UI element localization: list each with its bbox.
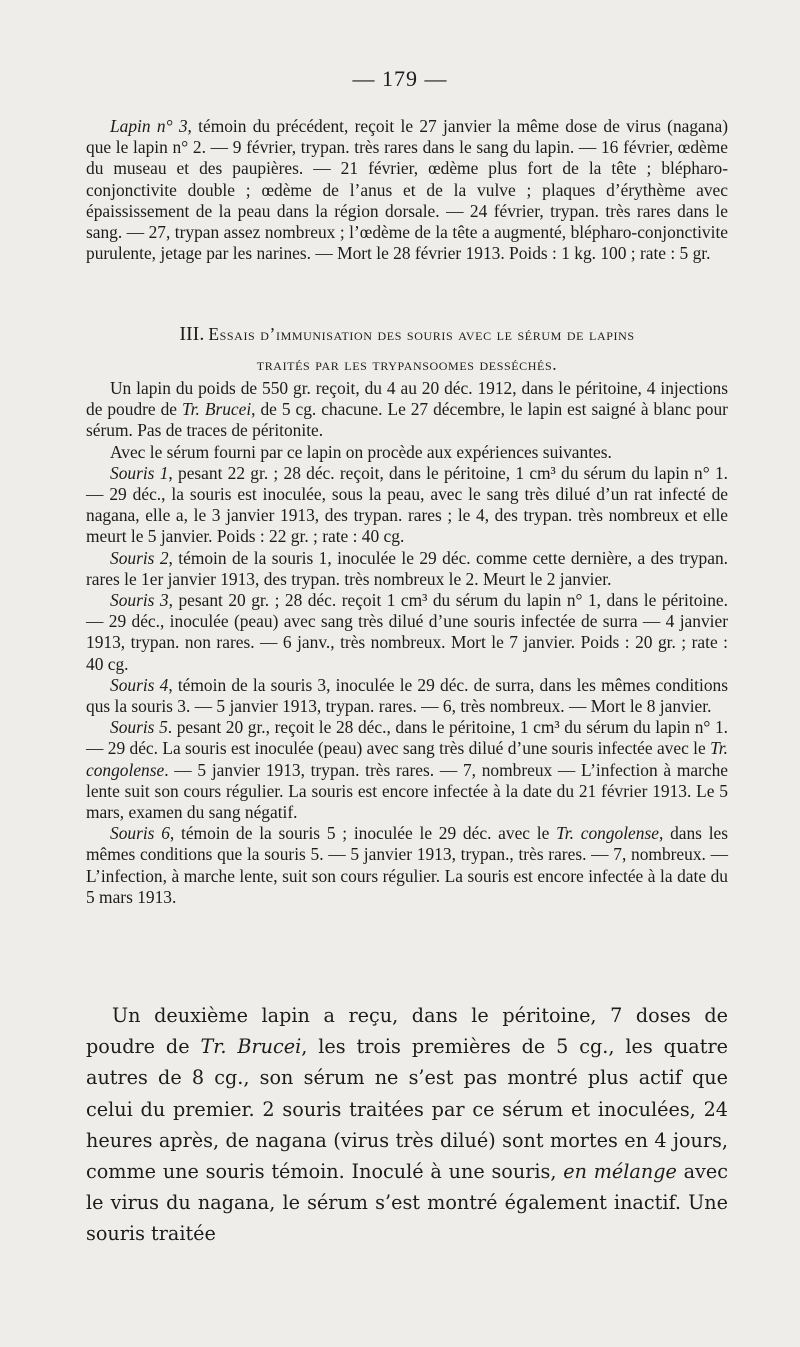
souris-3-label: Souris 3 (110, 590, 169, 611)
page-number: — 179 — (352, 66, 448, 91)
section-title-line2: traités par les trypansoomes desséchés. (256, 354, 558, 374)
souris-2-paragraph (86, 548, 728, 590)
large-text-1: Un deuxième lapin a reçu, dans le péritoine, 7 doses de poudre de (86, 1004, 728, 1059)
souris-5-text-1: . pesant 20 gr., reçoit le 28 déc., dans le péritoine, 1 cm³ du sérum du lapin n° 1. — 29 déc. La souris est inoculée (peau) avec sang très dilué d’une souris infectée avec le (86, 717, 728, 759)
second-rabbit-block (86, 1000, 728, 1250)
section-heading-line1 (86, 320, 728, 350)
serum-paragraph: Avec le sérum fourni par ce lapin on procède aux expériences suivantes. (110, 441, 612, 462)
souris-6-text-1: , témoin de la souris 5 ; inoculée le 29 déc. avec le (169, 823, 557, 844)
intro-text-2: , de 5 cg. chacune. Le 27 décembre, le lapin est saigné à blanc pour sérum. Pas de traces de péritonite. (86, 399, 728, 441)
large-species: Tr. Brucei (200, 1035, 302, 1059)
souris-3-text: , pesant 20 gr. ; 28 déc. reçoit 1 cm³ du sérum du lapin n° 1, dans le péritoine. — 29 déc., inoculée (peau) avec sang très dilué d’une souris infectée de surra — 4 janvier 1913, trypan. non rares. — 6 janv., très nombreux. Mort le 7 janvier. Poids : 20 gr. ; rate : 40 cg. (86, 590, 728, 674)
souris-1-label: Souris 1 (110, 462, 169, 483)
souris-2-text: , témoin de la souris 1, inoculée le 29 déc. comme cette dernière, a des trypan. rares le 1er janvier 1913, des trypan. très nombreux le 2. Meurt le 2 janvier. (86, 547, 728, 589)
intro-paragraph (86, 378, 728, 442)
souris-4-paragraph (86, 675, 728, 717)
souris-6-species: Tr. congolense (556, 823, 659, 844)
souris-3-paragraph (86, 590, 728, 675)
souris-5-species: Tr. congolense (86, 738, 728, 780)
souris-1-text: , pesant 22 gr. ; 28 déc. reçoit, dans le péritoine, 1 cm³ du sérum du lapin n° 1. — 29 déc., la souris est inoculée, sous la peau, avec le sang très dilué d’un rat infecté de nagana, elle a, le 3 janvier 1913, des trypan. rares ; le 4, des trypan. très nombreux et elle meurt le 5 janvier. Poids : 22 gr. ; rate : 40 cg. (86, 462, 728, 547)
section-heading (86, 320, 728, 378)
large-text-2: , les trois premières de 5 cg., les quatre autres de 8 cg., son sérum ne s’est pas montré plus actif que celui du premier. 2 souris traitées par ce sérum et inoculées, 24 heures après, de nagana (virus très dilué) sont mortes en 4 jours, comme une souris témoin. Inoculé à une souris, (86, 1035, 728, 1184)
souris-4-text: , témoin de la souris 3, inoculée le 29 déc. de surra, dans les mêmes conditions qus la souris 3. — 5 janvier 1913, trypan. rares. — 6, très nombreux. — Mort le 8 janvier. (86, 674, 728, 717)
souris-5-paragraph (86, 717, 728, 823)
intro-species: Tr. Brucei (181, 399, 252, 420)
large-text-3: avec le virus du nagana, le sérum s’est montré également inactif. Une souris traitée (86, 1160, 728, 1246)
souris-4-label: Souris 4 (110, 674, 169, 695)
lapin-3-paragraph (86, 116, 728, 264)
section-number: III. (179, 323, 205, 345)
lapin-3-text: , témoin du précédent, reçoit le 27 janvier la même dose de virus (nagana) que le lapin n° 2. — 9 février, trypan. très rares dans le sang du lapin. — 16 février, œdème du museau et des paupières. — 21 février, œdème plus fort de la tête ; blépharo-conjonctivite double ; œdème de l’anus et de la vulve ; plaques d’érythème avec épaississement de la peau dans la région dorsale. — 24 février, trypan. très rares dans le sang. — 27, trypan assez nombreux ; l’œdème de la tête a augmenté, blépharo-conjonctivite purulente, jetage par les narines. — Mort le 28 février 1913. Poids : 1 kg. 100 ; rate : 5 gr. (86, 116, 728, 264)
intro-text-1: Un lapin du poids de 550 gr. reçoit, du 4 au 20 déc. 1912, dans le péritoine, 4 injections de poudre de (86, 378, 728, 420)
section-title-line1: Essais d’immunisation des souris avec le sérum de lapins (208, 324, 635, 344)
souris-6-paragraph (86, 823, 728, 908)
large-italic-phrase: en mélange (563, 1160, 677, 1184)
souris-1-paragraph (86, 463, 728, 548)
lapin-3-label: Lapin n° 3 (110, 116, 188, 136)
souris-6-label: Souris 6 (110, 823, 170, 844)
souris-2-label: Souris 2 (110, 547, 169, 568)
second-rabbit-paragraph (86, 1000, 728, 1250)
souris-6-text-2: , dans les mêmes conditions que la souris 5. — 5 janvier 1913, trypan., très rares. — 7, nombreux. — L’infection, à marche lente, suit son cours régulier. La souris est encore infectée à la date du 5 mars 1913. (86, 823, 729, 907)
souris-5-label: Souris 5 (110, 717, 168, 738)
experiments-block (86, 378, 728, 908)
lapin-3-block (86, 116, 728, 264)
souris-5-text-2: . — 5 janvier 1913, trypan. très rares. — 7, nombreux — L’infection à marche lente suit son cours régulier. La souris est encore infectée à la date du 21 février 1913. Le 5 mars, examen du sang négatif. (86, 759, 728, 823)
